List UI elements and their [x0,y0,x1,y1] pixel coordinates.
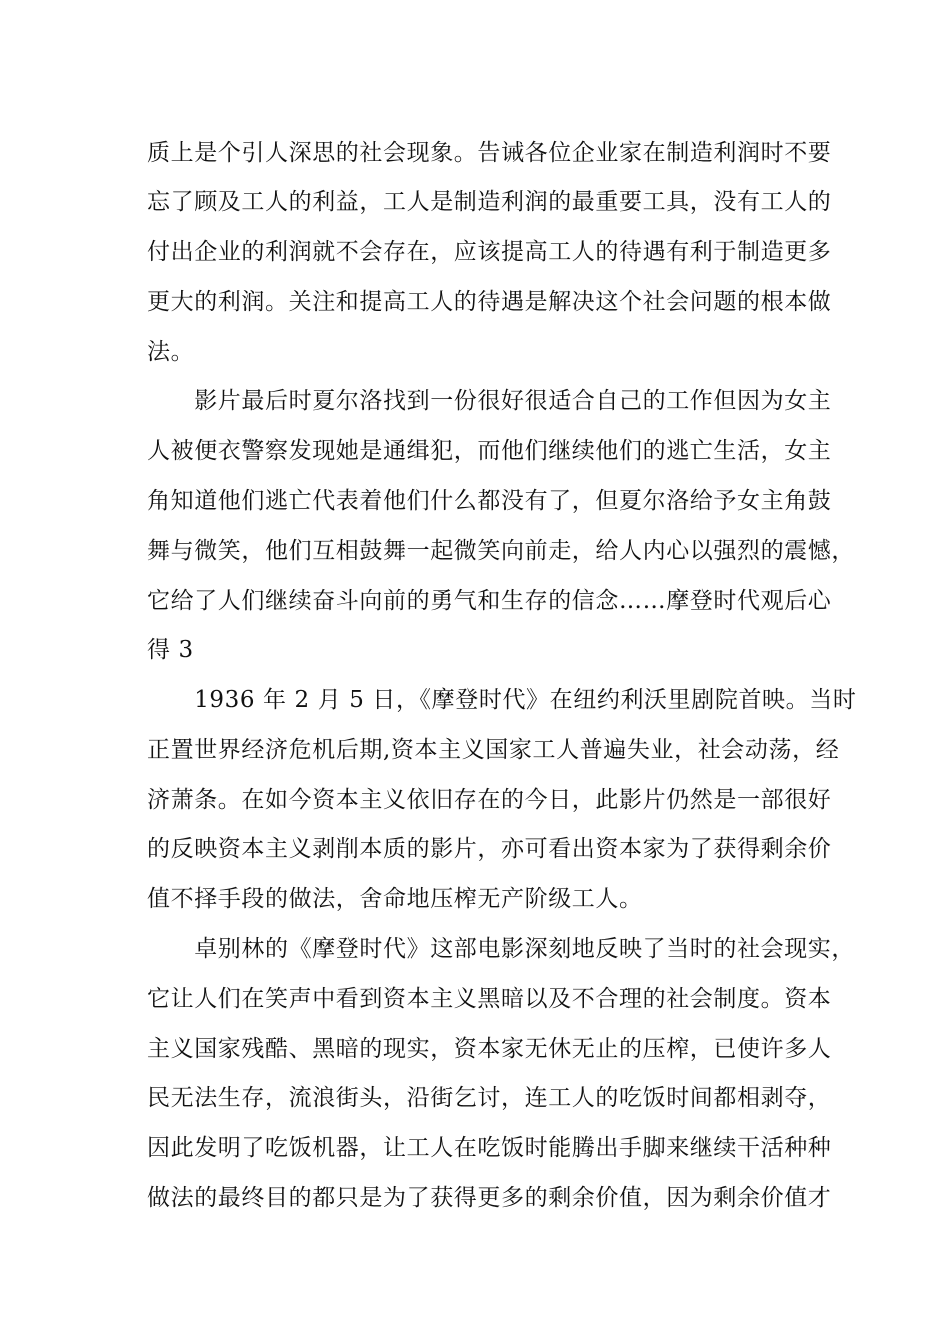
text-line: 正置世界经济危机后期,资本主义国家工人普遍失业，社会动荡，经 [147,737,840,763]
text-line: 1936 年 2 月 5 日，《摩登时代》在纽约利沃里剧院首映。当时 [147,687,857,713]
text-line: 更大的利润。关注和提高工人的待遇是解决这个社会问题的根本做 [147,289,832,315]
text-line: 付出企业的利润就不会存在，应该提高工人的待遇有利于制造更多 [147,239,832,265]
text-line: 角知道他们逃亡代表着他们什么都没有了，但夏尔洛给予女主角鼓 [147,488,832,514]
text-line: 舞与微笑，他们互相鼓舞一起微笑向前走，给人内心以强烈的震憾， [147,538,855,564]
text-line: 它给了人们继续奋斗向前的勇气和生存的信念……摩登时代观后心 [147,588,832,614]
text-line: 因此发明了吃饭机器，让工人在吃饭时能腾出手脚来继续干活种种 [147,1135,832,1161]
text-line: 值不择手段的做法，舍命地压榨无产阶级工人。 [147,886,643,912]
text-line: 它让人们在笑声中看到资本主义黑暗以及不合理的社会制度。资本 [147,986,832,1012]
text-line: 忘了顾及工人的利益，工人是制造利润的最重要工具，没有工人的 [147,189,832,215]
text-line: 人被便衣警察发现她是通缉犯，而他们继续他们的逃亡生活，女主 [147,438,832,464]
text-line: 卓别林的《摩登时代》这部电影深刻地反映了当时的社会现实， [147,936,855,962]
text-line: 影片最后时夏尔洛找到一份很好很适合自己的工作但因为女主 [147,388,832,414]
text-line: 质上是个引人深思的社会现象。告诫各位企业家在制造利润时不要 [147,140,832,166]
text-line: 得 3 [147,637,194,663]
text-line: 的反映资本主义剥削本质的影片，亦可看出资本家为了获得剩余价 [147,836,832,862]
text-line: 济萧条。在如今资本主义依旧存在的今日，此影片仍然是一部很好 [147,787,832,813]
text-line: 民无法生存，流浪街头，沿街乞讨，连工人的吃饭时间都相剥夺， [147,1085,832,1111]
text-line: 法。 [147,339,195,365]
text-line: 主义国家残酷、黑暗的现实，资本家无休无止的压榨，已使许多人 [147,1036,832,1062]
text-line: 做法的最终目的都只是为了获得更多的剩余价值，因为剩余价值才 [147,1185,832,1211]
